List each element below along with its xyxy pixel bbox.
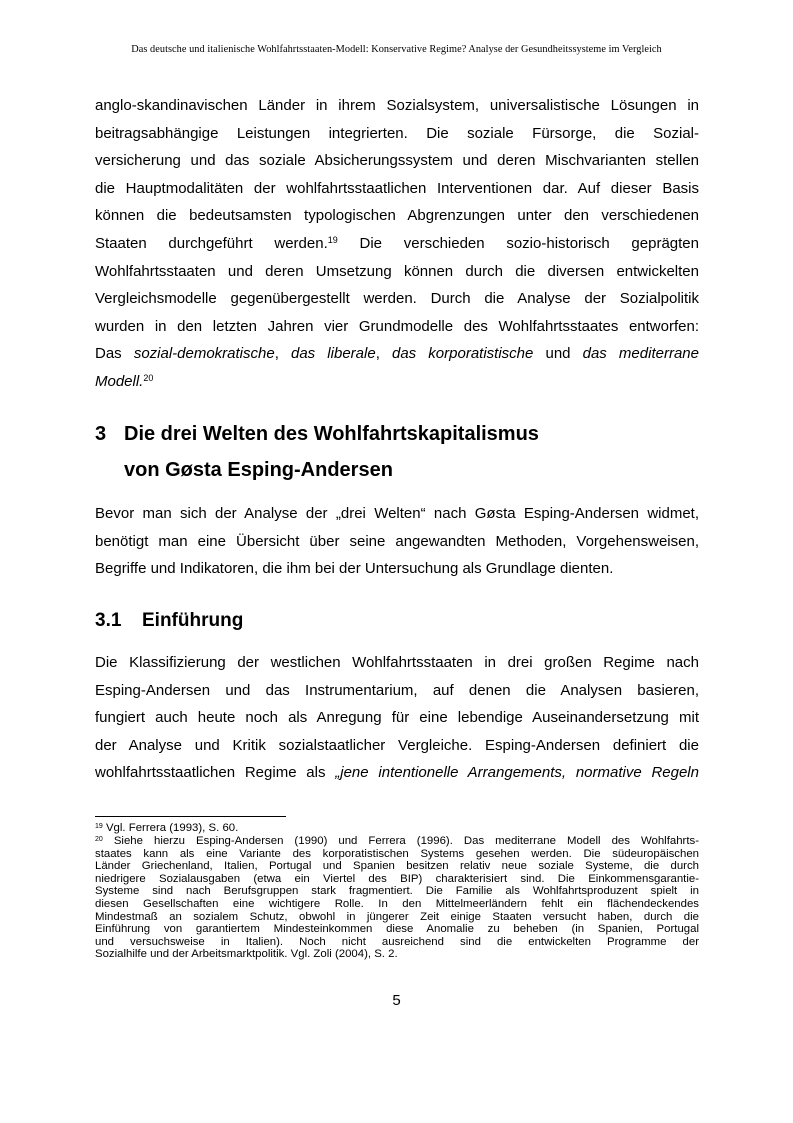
running-header: Das deutsche und italienische Wohlfahrtsstaaten-Modell: Konservative Regime? Analyse der Gesundheitssysteme im Vergleich <box>131 44 662 55</box>
text-line: wurden in den letzten Jahren vier Grundmodelle des Wohlfahrtsstaates entworfen: <box>95 317 699 335</box>
text-line: benötigt man eine Übersicht über seine angewandten Methoden, Vorgehensweisen, <box>95 532 699 550</box>
page-number: 5 <box>392 992 401 1009</box>
paragraph-intro <box>95 92 699 396</box>
text-line: die Hauptmodalitäten der wohlfahrtsstaatlichen Interventionen dar. Auf dieser Basis <box>95 179 699 197</box>
text-line: versicherung und das soziale Absicherungssystem und deren Mischvarianten stellen <box>95 152 699 170</box>
section-number: 3 <box>95 423 107 445</box>
text-fragment: Die verschieden sozio-historisch geprägten <box>337 234 699 252</box>
text-line <box>95 368 699 396</box>
footnote-separator <box>95 816 286 817</box>
section-title-line2: von Gøsta Esping-Andersen <box>124 459 393 481</box>
quotation: „jene intentionelle Arrangements, normative Regeln <box>335 764 699 782</box>
text-line <box>95 759 699 787</box>
footnote-number: 20 <box>95 836 103 843</box>
text-line <box>95 230 699 258</box>
text-line: Esping-Andersen und das Instrumentarium, auf denen die Analysen basieren, <box>95 681 699 699</box>
footnote-line: Einführung von garantiertem Mindesteinkommen diese Anomalie zu beheben (in Spanien, Portugal <box>95 923 699 936</box>
model-name: das mediterrane <box>582 345 699 363</box>
footnote-line <box>95 822 699 835</box>
text-line: können die bedeutsamsten typologischen Abgrenzungen unter den verschiedenen <box>95 207 699 225</box>
text-line <box>95 340 699 368</box>
footnote-text: Vgl. Ferrera (1993), S. 60. <box>102 822 239 834</box>
text-line: fungiert auch heute noch als Anregung für eine lebendige Auseinandersetzung mit <box>95 709 699 727</box>
text-fragment: Das <box>95 345 134 363</box>
model-name: Modell. <box>95 372 144 390</box>
model-name: sozial-demokratische <box>133 345 275 363</box>
text-line: Vergleichsmodelle gegenübergestellt werden. Durch die Analyse der Sozialpolitik <box>95 290 699 308</box>
footnote-line: Länder Griechenland, Italien, Portugal und Spanien besitzen relativ neue soziale Systeme, die durch <box>95 860 699 873</box>
footnote-ref-20[interactable]: 20 <box>143 372 154 383</box>
text-line: Begriffe und Indikatoren, die ihm bei der Untersuchung als Grundlage dienten. <box>95 560 614 578</box>
text-fragment: wohlfahrtsstaatlichen Regime als <box>95 764 336 782</box>
text-line: anglo-skandinavischen Länder in ihrem Sozialsystem, universalistische Lösungen in <box>95 97 699 114</box>
footnote-line: und versuchsweise in Italien). Noch nicht ausreichend sind die entwickelten Programme der <box>95 935 699 948</box>
text-line: Wohlfahrtsstaaten und deren Umsetzung können durch die diversen entwickelten <box>95 262 699 280</box>
footnote-line <box>95 835 699 848</box>
footnote-line: niedrigere Sozialausgaben (etwa ein Viertel des BIP) charakterisiert sind. Die Einkommensgarantie- <box>95 872 699 885</box>
footnote-line: Mindestmaß an sozialem Schutz, obwohl in jüngerer Zeit einige Staaten versucht haben, durch die <box>95 910 699 923</box>
model-name: das liberale <box>291 345 376 363</box>
paragraph-section3 <box>95 500 699 583</box>
text-fragment: , <box>274 345 291 363</box>
section-title: Einführung <box>142 610 244 631</box>
paragraph-einfuehrung <box>95 649 699 787</box>
footnote-number: 19 <box>95 823 103 830</box>
section-number: 3.1 <box>95 610 122 631</box>
text-fragment: Staaten durchgeführt werden. <box>95 234 328 252</box>
text-fragment: und <box>533 345 583 363</box>
text-line: Bevor man sich der Analyse der „drei Welten“ nach Gøsta Esping-Andersen widmet, <box>95 505 699 522</box>
model-name: das korporatistische <box>391 345 534 363</box>
footnote-line: Systeme sind nach Berufsgruppen stark fragmentiert. Die Familie als Wohlfahrtsproduzent spielt in <box>95 885 699 898</box>
section-title-line1: Die drei Welten des Wohlfahrtskapitalismus <box>124 423 539 445</box>
footnote-text: Siehe hierzu Esping-Andersen (1990) und Ferrera (1996). Das mediterrane Modell des Wohlfahrts- <box>102 835 699 847</box>
footnote-line: diesen Gesellschaften eine wichtigere Rolle. In den Mittelmeerländern fehlt ein flächendeckendes <box>95 897 699 910</box>
text-line: Die Klassifizierung der westlichen Wohlfahrtsstaaten in drei großen Regime nach <box>95 654 699 671</box>
footnote-19 <box>95 822 699 835</box>
text-line: der Analyse und Kritik sozialstaatlicher Vergleiche. Esping-Andersen definiert die <box>95 736 699 754</box>
footnote-line: staates kann als eine Variante des korporatistischen Systems gesehen werden. Die südeuropäischen <box>95 847 699 860</box>
footnote-line: Sozialhilfe und der Arbeitsmarktpolitik. Vgl. Zoli (2004), S. 2. <box>95 948 398 961</box>
footnote-ref-19[interactable]: 19 <box>327 234 338 245</box>
text-line: beitragsabhängige Leistungen integrierten. Die soziale Fürsorge, die Sozial- <box>95 124 699 142</box>
text-fragment: , <box>375 345 392 363</box>
footnote-20 <box>95 835 699 961</box>
